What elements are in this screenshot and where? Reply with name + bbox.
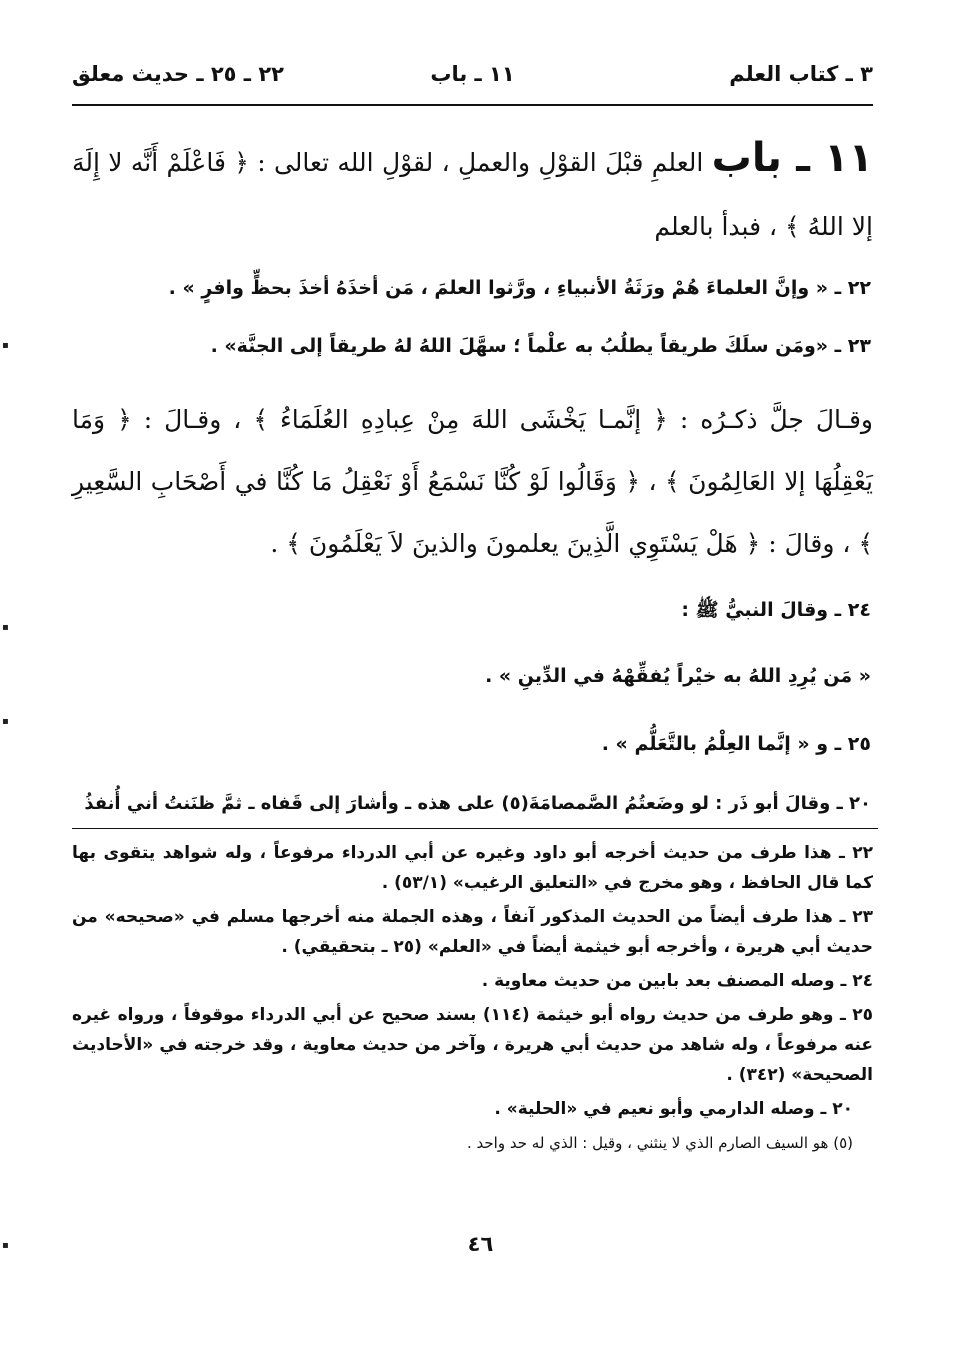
footnote-divider [72, 828, 878, 829]
quran-verses-paragraph: وقـالَ جلَّ ذكـرُه : ﴿ إنَّمـا يَخْشَى اللهَ مِنْ عِبادِهِ العُلَمَاءُ ﴾ ، وقـالَ : ﴿ وَمَا يَعْقِلُهَا إلا العَالِمُونَ ﴾ ، ﴿ وَقَالُوا لَوْ كُنَّا نَسْمَعُ أَوْ نَعْقِلُ مَا كُنَّا في أَصْحَابِ السَّعِيرِ ﴾ ، وقالَ : ﴿ هَلْ يَسْتَوِي الَّذِينَ يعلمونَ والذينَ لاَ يَعْلَمُونَ ﴾ . [72, 405, 873, 558]
header-chapter: ١١ ـ باب [430, 62, 515, 86]
chapter-title: العلمِ قبْلَ القوْلِ والعملِ ، لقوْلِ الله تعالى : ﴿ فَاعْلَمْ أَنَّه لا إِلَهَ إلا اللهُ ﴾ ، فبدأ بالعلم [72, 148, 873, 241]
hadith-22: ٢٢ ـ « وإنَّ العلماءَ هُمْ ورَثَةُ الأنبياءِ ، ورَّثوا العلمَ ، مَن أخذَهُ أخذَ بحظٍّ وافرٍ » . [168, 277, 871, 299]
running-header [72, 62, 873, 98]
footnote-25: ٢٥ ـ وهو طرف من حديث رواه أبو خيثمة (١١٤) بسند صحيح عن أبي الدرداء موقوفاً ، ورواه غيره عنه مرفوعاً ، وله شاهد من حديث أبي هريرة ، وآخر من حديث معاوية ، وقد خرجته في «الأحاديث الصحيحة» (٣٤٢) . [72, 1005, 874, 1085]
hadith-24-intro: ٢٤ ـ وقالَ النبيُّ ﷺ : [681, 599, 871, 621]
chapter-number: ١١ ـ باب [711, 135, 873, 181]
chapter-heading [72, 126, 873, 259]
footnote-22: ٢٢ ـ هذا طرف من حديث أخرجه أبو داود وغيره عن أبي الدرداء مرفوعاً ، وله شواهد يتقوى بها كما قال الحافظ ، وهو مخرج في «التعليق الرغيب» (٥٣/١) . [72, 843, 873, 893]
footnote-20: ٢٠ ـ وصله الدارمي وأبو نعيم في «الحلية» . [494, 1099, 853, 1119]
hadith-23: ٢٣ ـ «ومَن سلَكَ طريقاً يطلُبُ به علْماً ؛ سهَّلَ اللهُ لهُ طريقاً إلى الجنَّة» . [210, 335, 871, 357]
footnote-24: ٢٤ ـ وصله المصنف بعد بابين من حديث معاوية . [481, 971, 873, 991]
header-book-title: ٣ ـ كتاب العلم [729, 62, 873, 86]
scan-edge-mark: ▪ [2, 1240, 9, 1251]
hadith-24-text: « مَن يُرِدِ اللهُ به خيْراً يُفقِّهْهُ في الدِّينِ » . [485, 665, 871, 687]
hadith-25: ٢٥ ـ و « إنَّما العِلْمُ بالتَّعَلُّم » . [601, 733, 871, 755]
scan-edge-mark: ▪ [2, 622, 9, 633]
hadith-20: ٢٠ ـ وقالَ أبو ذَر : لو وضَعتُمُ الصَّمصامَةَ(٥) على هذه ـ وأشارَ إلى قَفاه ـ ثمَّ ظنَنتُ أني أُنفذُ [84, 793, 871, 814]
footnotes [72, 838, 873, 1162]
main-text [72, 126, 873, 821]
header-hadith-range: ٢٢ ـ ٢٥ ـ حديث معلق [72, 62, 284, 86]
footnote-23: ٢٣ ـ هذا طرف أيضاً من الحديث المذكور آنفاً ، وهذه الجملة منه أخرجها مسلم في «صحيحه» من حديث أبي هريرة ، وأخرجه أبو خيثمة أيضاً في «العلم» (٢٥ ـ بتحقيقي) . [72, 907, 873, 957]
scan-edge-mark: ▪ [2, 716, 9, 727]
header-divider [72, 104, 873, 106]
page-number: ٤٦ [467, 1232, 494, 1256]
scan-edge-mark: ▪ [2, 340, 9, 351]
footnote-5: (٥) هو السيف الصارم الذي لا ينثني ، وقيل : الذي له حد واحد . [467, 1134, 853, 1152]
